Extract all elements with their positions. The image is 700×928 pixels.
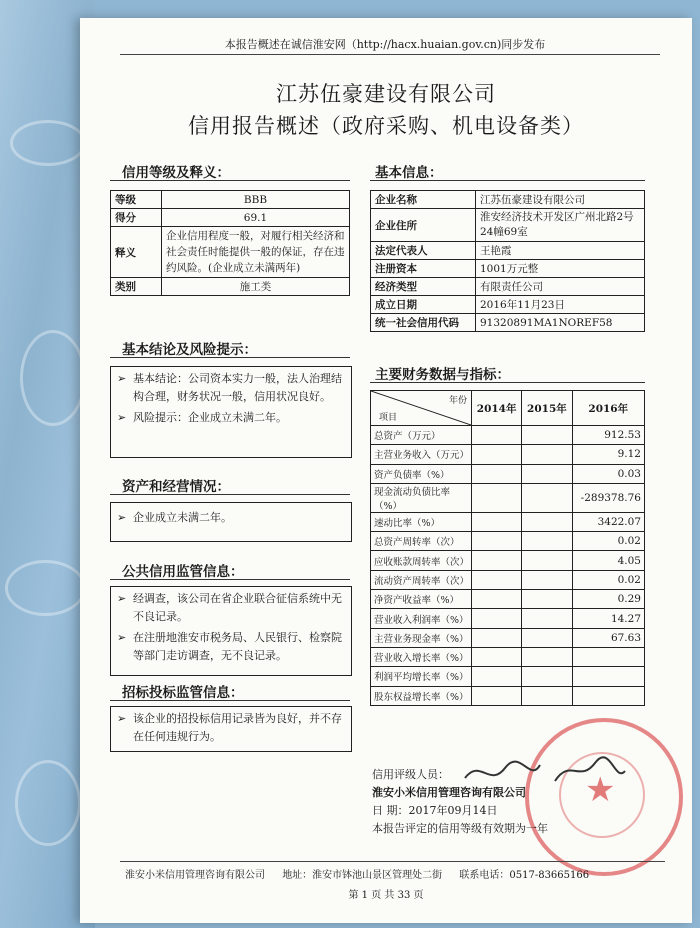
value-2014	[472, 590, 522, 609]
value-2014	[472, 609, 522, 628]
list-item	[111, 629, 347, 665]
table-row	[371, 532, 645, 551]
bidding-text: 该企业的招投标信用记录皆为良好，并不存在任何违规行为。	[133, 712, 342, 743]
value-2015	[522, 445, 572, 464]
info-label: 成立日期	[371, 296, 476, 314]
value-2014	[472, 464, 522, 483]
publish-notice: 本报告概述在诚信淮安网（http://hacx.huaian.gov.cn)同步发布	[224, 38, 546, 51]
conclusion-text: 基本结论：公司资本实力一般，法人治理结构合理，财务状况一般，信用状况良好。	[133, 372, 342, 403]
section-rule	[370, 180, 645, 181]
table-row	[111, 278, 350, 296]
value-2015	[522, 647, 572, 666]
seal-star-icon: ★	[585, 770, 616, 810]
table-row	[111, 191, 350, 209]
basic-info-heading: 基本信息：	[375, 165, 443, 181]
year-corner-label: 年份	[448, 396, 467, 406]
info-label: 企业住所	[371, 209, 476, 242]
table-row	[371, 209, 645, 242]
basic-info-table	[370, 190, 645, 332]
info-label: 统一社会信用代码	[371, 314, 476, 332]
table-row	[371, 686, 645, 705]
table-row	[371, 242, 645, 260]
value-2014	[472, 551, 522, 570]
info-label: 经济类型	[371, 278, 476, 296]
public-credit-heading: 公共信用监管信息：	[122, 564, 244, 580]
table-row	[371, 647, 645, 666]
finance-item: 营业收入增长率（%）	[371, 647, 472, 666]
table-row	[371, 296, 645, 314]
credit-grade-table	[110, 190, 350, 296]
value-2015	[522, 667, 572, 686]
section-rule	[110, 700, 350, 701]
header-corner	[371, 391, 472, 426]
category-label: 类别	[111, 278, 162, 296]
value-2015	[522, 551, 572, 570]
definition-value: 企业信用程度一般，对履行相关经济和社会责任时能提供一般的保证，存在违约风险。(企业成立未满两年)	[162, 227, 350, 278]
validity-note: 本报告评定的信用等级有效期为一年	[372, 822, 548, 835]
finance-heading: 主要财务数据与指标：	[375, 367, 510, 383]
value-2014	[472, 570, 522, 589]
table-row	[371, 278, 645, 296]
binder-pattern	[15, 760, 81, 846]
table-row	[371, 512, 645, 531]
value-2015	[522, 483, 572, 512]
value-2015	[522, 609, 572, 628]
section-rule	[370, 382, 645, 383]
finance-item: 主营业务收入（万元）	[371, 445, 472, 464]
company-seal	[525, 718, 683, 876]
value-2014	[472, 483, 522, 512]
grade-label: 等级	[111, 191, 162, 209]
info-value: 91320891MA1NOREF58	[476, 314, 645, 332]
table-row	[371, 445, 645, 464]
info-label: 企业名称	[371, 191, 476, 209]
value-2016	[572, 686, 644, 705]
score-value: 69.1	[162, 209, 350, 227]
value-2016: 3422.07	[572, 512, 644, 531]
report-title: 信用报告概述（政府采购、机电设备类）	[188, 114, 584, 138]
date-label: 日 期：	[372, 804, 409, 817]
section-rule	[110, 357, 350, 358]
risk-text: 风险提示：企业成立未满二年。	[133, 411, 287, 424]
info-value: 有限责任公司	[476, 278, 645, 296]
finance-item: 总资产周转率（次）	[371, 532, 472, 551]
binder-pattern	[5, 560, 86, 616]
value-2015	[522, 512, 572, 531]
value-2016: 4.05	[572, 551, 644, 570]
arrow-bullet-icon: ➢	[117, 511, 127, 524]
value-2016: -289378.76	[572, 483, 644, 512]
finance-table	[370, 390, 645, 706]
info-value: 淮安经济技术开发区广州北路2号24幢69室	[476, 209, 645, 242]
finance-item: 股东权益增长率（%）	[371, 686, 472, 705]
header-rule	[120, 54, 660, 55]
assets-text: 企业成立未满二年。	[133, 511, 232, 524]
finance-item: 应收账款周转率（次）	[371, 551, 472, 570]
value-2016: 9.12	[572, 445, 644, 464]
item-corner-label: 项目	[379, 413, 398, 423]
value-2014	[472, 445, 522, 464]
arrow-bullet-icon: ➢	[117, 411, 127, 424]
rater-label: 信用评级人员：	[372, 768, 449, 781]
finance-item: 利润平均增长率（%）	[371, 667, 472, 686]
finance-item: 流动资产周转率（次）	[371, 570, 472, 589]
assets-heading: 资产和经营情况：	[122, 479, 230, 495]
value-2014	[472, 426, 522, 445]
date-value: 2017年09月14日	[408, 804, 498, 817]
table-row	[371, 464, 645, 483]
grade-value: BBB	[162, 191, 350, 209]
finance-item: 现金流动负债比率（%）	[371, 483, 472, 512]
assets-box	[110, 502, 352, 542]
definition-label: 释义	[111, 227, 162, 278]
year-header: 2014年	[472, 391, 522, 426]
score-label: 得分	[111, 209, 162, 227]
info-value: 江苏伍豪建设有限公司	[476, 191, 645, 209]
table-row	[111, 227, 350, 278]
arrow-bullet-icon: ➢	[117, 372, 127, 385]
public-credit-box	[110, 586, 352, 676]
report-page	[80, 18, 692, 923]
info-value: 2016年11月23日	[476, 296, 645, 314]
arrow-bullet-icon: ➢	[117, 592, 127, 605]
value-2016	[572, 647, 644, 666]
date-row	[372, 802, 498, 818]
table-row	[371, 391, 645, 426]
value-2016: 0.03	[572, 464, 644, 483]
value-2014	[472, 667, 522, 686]
binder-pattern	[20, 330, 86, 426]
value-2016: 14.27	[572, 609, 644, 628]
arrow-bullet-icon: ➢	[117, 712, 127, 725]
footer-address: 地址：淮安市钵池山景区管理处二街	[282, 870, 443, 881]
value-2014	[472, 628, 522, 647]
table-row	[371, 667, 645, 686]
finance-item: 净资产收益率（%）	[371, 590, 472, 609]
value-2015	[522, 426, 572, 445]
category-value: 施工类	[162, 278, 350, 296]
value-2014	[472, 532, 522, 551]
binder-pattern	[10, 120, 86, 166]
footer-phone: 联系电话：0517-83665166	[459, 870, 590, 881]
info-label: 法定代表人	[371, 242, 476, 260]
rating-company: 淮安小米信用管理咨询有限公司	[372, 786, 526, 799]
value-2014	[472, 647, 522, 666]
list-item	[111, 409, 347, 427]
bidding-box	[110, 706, 352, 752]
value-2016: 0.02	[572, 570, 644, 589]
section-rule	[110, 180, 350, 181]
table-row	[371, 191, 645, 209]
value-2016	[572, 667, 644, 686]
finance-item: 主营业务现金率（%）	[371, 628, 472, 647]
list-item	[111, 509, 347, 527]
value-2015	[522, 570, 572, 589]
value-2016: 67.63	[572, 628, 644, 647]
table-row	[371, 628, 645, 647]
footer-company: 淮安小米信用管理咨询有限公司	[125, 870, 265, 881]
value-2016: 0.02	[572, 532, 644, 551]
table-row	[111, 209, 350, 227]
conclusion-box	[110, 366, 352, 458]
value-2015	[522, 686, 572, 705]
value-2014	[472, 512, 522, 531]
table-row	[371, 609, 645, 628]
bidding-heading: 招标投标监管信息：	[122, 685, 244, 701]
footer	[125, 866, 665, 881]
table-row	[371, 314, 645, 332]
section-rule	[110, 494, 350, 495]
value-2015	[522, 628, 572, 647]
finance-item: 速动比率（%）	[371, 512, 472, 531]
value-2016: 912.53	[572, 426, 644, 445]
public-credit-text: 经调查，该公司在省企业联合征信系统中无不良记录。	[133, 592, 342, 623]
finance-item: 营业收入利润率（%）	[371, 609, 472, 628]
value-2015	[522, 532, 572, 551]
table-row	[371, 551, 645, 570]
table-row	[371, 570, 645, 589]
year-header: 2016年	[572, 391, 644, 426]
credit-grade-heading: 信用等级及释义：	[122, 165, 230, 181]
info-value: 1001万元整	[476, 260, 645, 278]
page-number: 第 1 页 共 33 页	[348, 890, 424, 901]
value-2015	[522, 590, 572, 609]
list-item	[111, 710, 347, 746]
list-item	[111, 370, 347, 406]
value-2014	[472, 686, 522, 705]
year-header: 2015年	[522, 391, 572, 426]
arrow-bullet-icon: ➢	[117, 631, 127, 644]
section-rule	[110, 579, 350, 580]
table-row	[371, 426, 645, 445]
table-row	[371, 260, 645, 278]
conclusion-heading: 基本结论及风险提示：	[122, 342, 257, 358]
public-credit-text: 在注册地淮安市税务局、人民银行、检察院等部门走访调查，无不良记录。	[133, 631, 342, 662]
info-value: 王艳霞	[476, 242, 645, 260]
value-2016: 0.29	[572, 590, 644, 609]
value-2015	[522, 464, 572, 483]
finance-item: 资产负债率（%）	[371, 464, 472, 483]
finance-item: 总资产（万元）	[371, 426, 472, 445]
footer-rule	[120, 861, 665, 862]
company-title: 江苏伍豪建设有限公司	[276, 82, 496, 106]
table-row	[371, 483, 645, 512]
list-item	[111, 590, 347, 626]
info-label: 注册资本	[371, 260, 476, 278]
table-row	[371, 590, 645, 609]
